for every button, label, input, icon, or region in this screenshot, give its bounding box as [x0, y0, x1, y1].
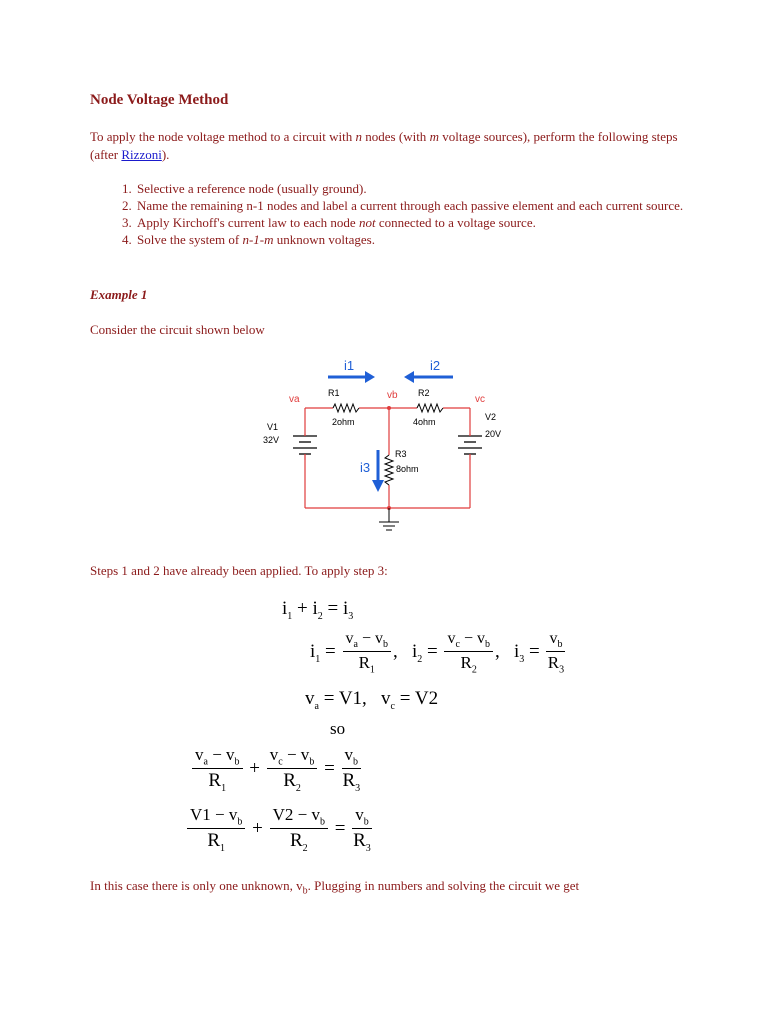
v2-label: V2: [485, 412, 497, 422]
intro-text-2: nodes (with: [362, 129, 430, 144]
circuit-wires: [305, 408, 470, 508]
conclusion-sub: b: [302, 885, 308, 897]
circuit-diagram: [255, 350, 515, 545]
step-1: 1. Selective a reference node (usually ground).: [135, 180, 735, 197]
conclusion-text: [90, 877, 710, 901]
r2-label: R2: [418, 388, 430, 398]
step-4: [135, 231, 735, 248]
node-va-label: va: [289, 394, 300, 405]
i3-label: i3: [360, 460, 371, 475]
step-2: 2. Name the remaining n-1 nodes and label a current through each passive element and each current source.: [135, 197, 735, 214]
rizzoni-link[interactable]: Rizzoni: [121, 147, 162, 162]
intro-text-4: ).: [161, 147, 170, 162]
v2-value: 20V: [485, 429, 502, 439]
step-3-text-a: Apply Kirchoff's current law to each node: [137, 215, 359, 230]
step-4-text-a: Solve the system of: [137, 232, 243, 247]
so-label: so: [330, 719, 346, 738]
node-vc-label: vc: [475, 394, 485, 405]
conclusion-part-2: . Plugging in numbers and solving the circuit we get: [307, 878, 580, 893]
equation-node-symbolic: $\frac{v_a - v_b}{R_1}$ + $\frac{v_c - v_b}{R_2}$ = $\frac{v_b}{R_3}$: [190, 745, 363, 794]
equation-node-numeric: $\frac{V1 - v_b}{R_1}$ + $\frac{V2 - v_b}{R_2}$ = $\frac{v_b}{R_3}$: [185, 805, 374, 854]
node-vb-label: vb: [387, 390, 398, 401]
intro-m: m: [429, 129, 439, 144]
r1-label: R1: [328, 388, 340, 398]
i2-label: i2: [430, 358, 441, 373]
intro-text-3: voltage sources), perform the following steps (after: [90, 129, 678, 162]
v2-battery-symbol: [458, 434, 482, 460]
r1-resistor-symbol: [333, 404, 359, 412]
r3-label: R3: [395, 449, 407, 459]
r3-resistor-symbol: [385, 455, 393, 485]
consider-text: Consider the circuit shown below: [90, 322, 265, 337]
step-3-text-c: connected to a voltage source.: [375, 215, 536, 230]
i1-label: i1: [344, 358, 355, 373]
step-4-text-c: unknown voltages.: [273, 232, 375, 247]
v1-value: 32V: [263, 435, 280, 445]
steps-applied-text: Steps 1 and 2 have already been applied. To apply step 3:: [90, 563, 388, 578]
r2-value: 4ohm: [413, 417, 436, 427]
ground-symbol: [379, 508, 399, 530]
step-3: [135, 214, 735, 231]
step-4-unknowns: n-1-m: [242, 232, 274, 247]
conclusion-part-1: In this case there is only one unknown, v: [90, 878, 303, 893]
v1-label: V1: [267, 422, 279, 432]
intro-paragraph: [90, 128, 690, 164]
example-heading: Example 1: [90, 287, 148, 302]
i2-arrow: [404, 371, 453, 383]
equation-sources: $v_a = V1$, $v_c = V2$: [305, 688, 439, 712]
r2-resistor-symbol: [417, 404, 443, 412]
step-3-not: not: [358, 215, 376, 230]
r3-value: 8ohm: [396, 464, 419, 474]
intro-text-1: To apply the node voltage method to a circuit with: [90, 129, 356, 144]
equation-currents: $i_1$ = $\frac{v_a - v_b}{R_1}$ , $i_2$ = $\frac{v_c - v_b}{R_2}$ , $i_3$ = $\frac{v_b}{R_3}$: [310, 630, 565, 676]
page-title: Node Voltage Method: [90, 92, 229, 108]
i3-arrow: [372, 450, 384, 492]
intro-n: n: [355, 129, 363, 144]
v1-battery-symbol: [293, 434, 317, 460]
equation-kcl: $i_1 + i_2 = i_3$: [282, 598, 354, 622]
steps-list: [90, 180, 735, 248]
r1-value: 2ohm: [332, 417, 355, 427]
